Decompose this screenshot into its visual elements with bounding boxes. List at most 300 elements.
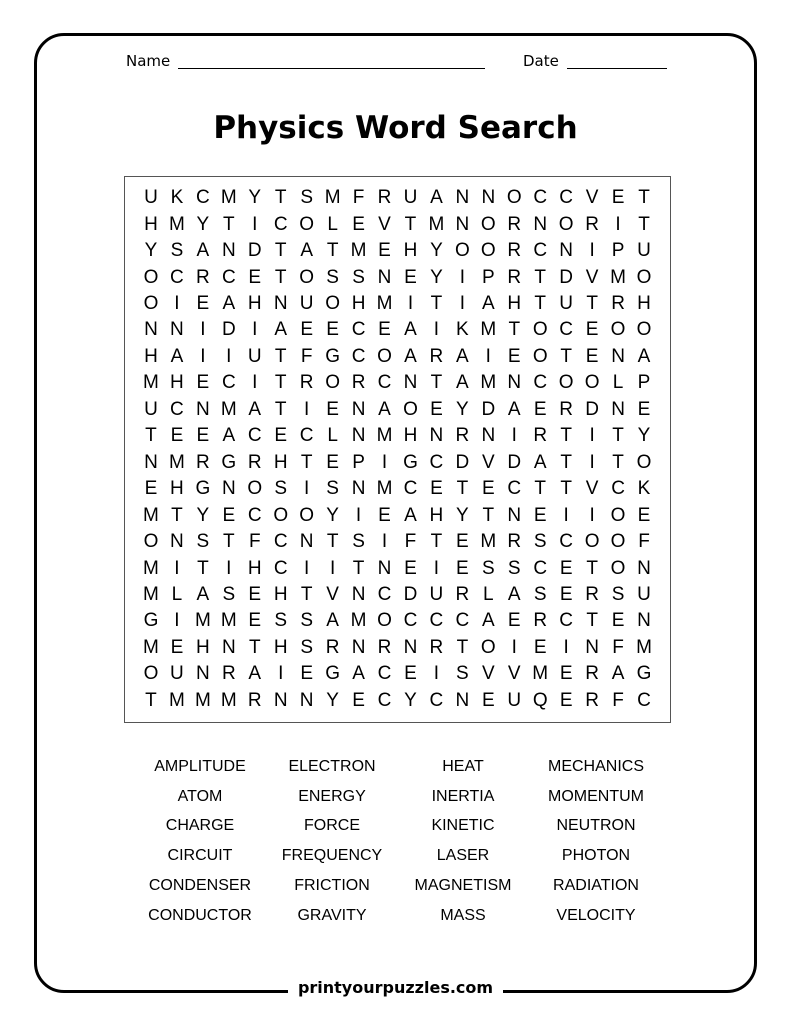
grid-letter[interactable]: N	[170, 319, 184, 341]
grid-letter[interactable]: R	[455, 583, 470, 605]
grid-letter[interactable]: H	[196, 636, 210, 658]
grid-letter[interactable]: S	[274, 478, 288, 500]
grid-letter[interactable]: T	[456, 478, 469, 500]
grid-letter[interactable]: N	[455, 213, 470, 235]
grid-letter[interactable]: A	[456, 372, 469, 394]
grid-letter[interactable]: R	[351, 372, 366, 394]
grid-letter[interactable]: N	[455, 689, 470, 711]
grid-letter[interactable]: T	[560, 425, 572, 447]
grid-letter[interactable]: E	[456, 531, 469, 553]
grid-letter[interactable]: E	[378, 504, 391, 526]
grid-letter[interactable]: T	[248, 636, 261, 658]
grid-letter[interactable]: M	[194, 610, 211, 632]
grid-letter[interactable]: E	[196, 293, 210, 315]
grid-letter[interactable]: T	[274, 398, 287, 420]
grid-letter[interactable]: E	[430, 478, 443, 500]
grid-letter[interactable]: C	[429, 451, 444, 473]
grid-letter[interactable]: T	[586, 557, 598, 579]
grid-letter[interactable]: E	[404, 557, 417, 579]
grid-letter[interactable]: N	[637, 557, 651, 579]
grid-letter[interactable]: C	[559, 187, 574, 209]
grid-letter[interactable]: A	[222, 293, 236, 315]
grid-letter[interactable]: E	[170, 425, 184, 447]
grid-letter[interactable]: T	[638, 187, 650, 209]
grid-letter[interactable]: E	[585, 345, 599, 367]
grid-letter[interactable]: E	[559, 663, 573, 685]
grid-letter[interactable]: G	[195, 478, 211, 500]
grid-letter[interactable]: E	[404, 266, 417, 288]
grid-letter[interactable]: M	[480, 372, 497, 394]
grid-letter[interactable]: M	[532, 663, 549, 685]
grid-letter[interactable]: O	[403, 398, 418, 420]
grid-letter[interactable]: C	[507, 478, 522, 500]
grid-letter[interactable]: I	[226, 345, 232, 367]
grid-letter[interactable]: E	[585, 319, 599, 341]
grid-letter[interactable]: O	[610, 319, 626, 341]
grid-letter[interactable]: R	[585, 583, 599, 605]
grid-letter[interactable]: S	[300, 610, 313, 632]
grid-letter[interactable]: E	[611, 187, 625, 209]
grid-letter[interactable]: R	[611, 293, 625, 315]
grid-letter[interactable]: O	[558, 213, 574, 235]
grid-letter[interactable]: M	[376, 293, 393, 315]
grid-letter[interactable]: G	[221, 451, 237, 473]
grid-letter[interactable]: M	[169, 213, 185, 235]
grid-letter[interactable]: S	[274, 610, 288, 632]
grid-letter[interactable]: N	[429, 425, 444, 447]
grid-letter[interactable]: R	[507, 213, 522, 235]
grid-letter[interactable]: I	[252, 213, 258, 235]
grid-letter[interactable]: H	[429, 504, 444, 526]
grid-letter[interactable]: T	[300, 451, 313, 473]
grid-letter[interactable]: C	[559, 610, 574, 632]
grid-letter[interactable]: E	[507, 345, 521, 367]
grid-letter[interactable]: P	[352, 451, 365, 473]
grid-letter[interactable]: N	[507, 504, 522, 526]
grid-letter[interactable]: O	[299, 213, 315, 235]
grid-letter[interactable]: I	[252, 372, 258, 394]
grid-letter[interactable]: C	[221, 372, 236, 394]
grid-letter[interactable]: G	[143, 610, 159, 632]
grid-letter[interactable]: R	[507, 266, 522, 288]
grid-letter[interactable]: C	[559, 531, 574, 553]
grid-letter[interactable]: C	[533, 557, 548, 579]
grid-letter[interactable]: R	[196, 266, 210, 288]
grid-letter[interactable]: E	[533, 636, 547, 658]
grid-letter[interactable]: T	[223, 531, 235, 553]
grid-letter[interactable]: T	[560, 478, 572, 500]
grid-letter[interactable]: I	[381, 451, 388, 473]
grid-letter[interactable]: V	[378, 213, 391, 235]
grid-letter[interactable]: E	[533, 398, 547, 420]
grid-letter[interactable]: T	[404, 213, 417, 235]
grid-letter[interactable]: I	[589, 240, 595, 262]
grid-letter[interactable]: T	[456, 636, 469, 658]
grid-letter[interactable]: I	[200, 345, 206, 367]
grid-letter[interactable]: R	[247, 451, 262, 473]
grid-letter[interactable]: N	[559, 240, 574, 262]
grid-letter[interactable]: S	[352, 266, 365, 288]
grid-letter[interactable]: E	[378, 319, 391, 341]
grid-letter[interactable]: O	[636, 266, 652, 288]
grid-letter[interactable]: C	[455, 610, 470, 632]
grid-letter[interactable]: P	[611, 240, 625, 262]
grid-letter[interactable]: N	[273, 689, 288, 711]
grid-letter[interactable]: Y	[196, 213, 210, 235]
grid-letter[interactable]: C	[351, 345, 366, 367]
grid-letter[interactable]: T	[171, 504, 183, 526]
grid-letter[interactable]: O	[299, 266, 315, 288]
grid-letter[interactable]: S	[170, 240, 184, 262]
grid-letter[interactable]: O	[143, 293, 159, 315]
grid-letter[interactable]: G	[636, 663, 652, 685]
grid-letter[interactable]: H	[144, 213, 158, 235]
grid-letter[interactable]: D	[455, 451, 470, 473]
grid-letter[interactable]: M	[194, 689, 211, 711]
grid-letter[interactable]: A	[456, 345, 469, 367]
grid-letter[interactable]: I	[563, 504, 569, 526]
grid-letter[interactable]: N	[351, 425, 366, 447]
grid-letter[interactable]: M	[143, 557, 159, 579]
grid-letter[interactable]: O	[610, 557, 626, 579]
grid-letter[interactable]: C	[221, 266, 236, 288]
grid-letter[interactable]: M	[169, 451, 185, 473]
grid-letter[interactable]: A	[196, 240, 210, 262]
grid-letter[interactable]: T	[274, 187, 287, 209]
grid-letter[interactable]: S	[326, 266, 339, 288]
grid-letter[interactable]: G	[325, 663, 340, 685]
name-blank-line[interactable]	[178, 68, 485, 69]
grid-letter[interactable]: A	[196, 583, 210, 605]
grid-letter[interactable]: Y	[456, 398, 469, 420]
grid-letter[interactable]: E	[352, 213, 365, 235]
grid-letter[interactable]: R	[299, 372, 314, 394]
grid-letter[interactable]: O	[273, 504, 289, 526]
grid-letter[interactable]: C	[377, 689, 392, 711]
grid-letter[interactable]: Y	[326, 689, 339, 711]
grid-letter[interactable]: P	[637, 372, 651, 394]
grid-letter[interactable]: U	[299, 293, 314, 315]
grid-letter[interactable]: O	[610, 531, 626, 553]
grid-letter[interactable]: S	[533, 531, 547, 553]
grid-letter[interactable]: O	[377, 345, 392, 367]
grid-letter[interactable]: R	[507, 240, 522, 262]
grid-letter[interactable]: M	[220, 187, 237, 209]
grid-letter[interactable]: I	[381, 531, 388, 553]
grid-letter[interactable]: I	[459, 266, 465, 288]
grid-letter[interactable]: C	[247, 425, 262, 447]
grid-letter[interactable]: F	[300, 345, 313, 367]
grid-letter[interactable]: T	[508, 319, 521, 341]
grid-letter[interactable]: C	[351, 319, 366, 341]
grid-letter[interactable]: D	[585, 398, 599, 420]
grid-letter[interactable]: M	[636, 636, 652, 658]
grid-letter[interactable]: V	[507, 663, 521, 685]
grid-letter[interactable]: I	[174, 293, 180, 315]
grid-letter[interactable]: E	[481, 689, 495, 711]
grid-letter[interactable]: T	[430, 531, 443, 553]
grid-letter[interactable]: T	[274, 266, 287, 288]
grid-letter[interactable]: K	[170, 187, 184, 209]
grid-letter[interactable]: I	[459, 293, 465, 315]
grid-letter[interactable]: T	[326, 531, 339, 553]
grid-letter[interactable]: E	[196, 425, 210, 447]
grid-letter[interactable]: O	[143, 531, 159, 553]
grid-letter[interactable]: M	[350, 240, 367, 262]
grid-letter[interactable]: I	[615, 213, 621, 235]
grid-letter[interactable]: O	[610, 504, 626, 526]
grid-letter[interactable]: C	[170, 398, 184, 420]
grid-letter[interactable]: I	[589, 504, 595, 526]
grid-letter[interactable]: T	[274, 372, 287, 394]
grid-letter[interactable]: R	[533, 610, 548, 632]
grid-letter[interactable]: Q	[532, 689, 548, 711]
grid-letter[interactable]: E	[300, 663, 313, 685]
grid-letter[interactable]: O	[480, 636, 496, 658]
grid-letter[interactable]: O	[636, 451, 652, 473]
grid-letter[interactable]: R	[429, 345, 444, 367]
grid-letter[interactable]: T	[274, 345, 287, 367]
grid-letter[interactable]: E	[352, 689, 365, 711]
grid-letter[interactable]: T	[430, 372, 443, 394]
grid-letter[interactable]: R	[377, 636, 392, 658]
grid-letter[interactable]: O	[558, 372, 574, 394]
grid-letter[interactable]: K	[637, 478, 651, 500]
grid-letter[interactable]: D	[507, 451, 522, 473]
grid-letter[interactable]: I	[329, 557, 336, 579]
grid-letter[interactable]: M	[143, 583, 159, 605]
grid-letter[interactable]: R	[533, 425, 548, 447]
date-blank-line[interactable]	[567, 68, 667, 69]
grid-letter[interactable]: C	[273, 557, 288, 579]
grid-letter[interactable]: Y	[144, 240, 158, 262]
grid-letter[interactable]: M	[376, 478, 393, 500]
grid-letter[interactable]: C	[611, 478, 625, 500]
grid-letter[interactable]: Y	[248, 187, 262, 209]
grid-letter[interactable]: S	[300, 636, 313, 658]
grid-letter[interactable]: A	[507, 583, 521, 605]
grid-letter[interactable]: A	[611, 663, 625, 685]
grid-letter[interactable]: U	[637, 240, 651, 262]
grid-letter[interactable]: M	[376, 425, 393, 447]
grid-letter[interactable]: E	[144, 478, 158, 500]
grid-letter[interactable]: T	[534, 266, 547, 288]
grid-letter[interactable]: N	[144, 451, 158, 473]
grid-letter[interactable]: O	[532, 319, 548, 341]
grid-letter[interactable]: V	[585, 266, 599, 288]
grid-letter[interactable]: E	[170, 636, 184, 658]
grid-letter[interactable]: I	[433, 319, 440, 341]
grid-letter[interactable]: R	[455, 425, 470, 447]
grid-letter[interactable]: S	[456, 663, 469, 685]
grid-letter[interactable]: C	[273, 531, 288, 553]
grid-letter[interactable]: C	[170, 266, 184, 288]
grid-letter[interactable]: E	[430, 398, 443, 420]
grid-letter[interactable]: M	[480, 319, 497, 341]
grid-letter[interactable]: C	[533, 240, 548, 262]
grid-letter[interactable]: I	[589, 425, 595, 447]
grid-letter[interactable]: N	[196, 663, 210, 685]
grid-letter[interactable]: L	[483, 583, 494, 605]
grid-letter[interactable]: A	[170, 345, 184, 367]
grid-letter[interactable]: N	[351, 398, 366, 420]
grid-letter[interactable]: C	[196, 187, 210, 209]
grid-letter[interactable]: I	[304, 557, 310, 579]
grid-letter[interactable]: E	[248, 583, 262, 605]
grid-letter[interactable]: A	[274, 319, 288, 341]
grid-letter[interactable]: T	[352, 557, 365, 579]
grid-letter[interactable]: V	[481, 451, 495, 473]
grid-letter[interactable]: T	[638, 213, 650, 235]
grid-letter[interactable]: S	[507, 557, 521, 579]
grid-letter[interactable]: H	[247, 293, 262, 315]
grid-letter[interactable]: A	[378, 398, 391, 420]
grid-letter[interactable]: T	[612, 451, 624, 473]
grid-letter[interactable]: V	[585, 187, 599, 209]
grid-letter[interactable]: C	[377, 663, 392, 685]
grid-letter[interactable]: U	[144, 187, 158, 209]
grid-letter[interactable]: C	[533, 372, 548, 394]
grid-letter[interactable]: M	[610, 266, 626, 288]
grid-letter[interactable]: T	[534, 478, 547, 500]
grid-letter[interactable]: N	[403, 636, 418, 658]
grid-letter[interactable]: M	[220, 610, 237, 632]
grid-letter[interactable]: N	[637, 610, 651, 632]
grid-letter[interactable]: N	[455, 187, 470, 209]
grid-letter[interactable]: C	[403, 478, 418, 500]
grid-letter[interactable]: V	[326, 583, 339, 605]
grid-letter[interactable]: O	[143, 266, 159, 288]
grid-letter[interactable]: N	[507, 372, 522, 394]
grid-letter[interactable]: H	[507, 293, 522, 315]
grid-letter[interactable]: U	[170, 663, 184, 685]
grid-letter[interactable]: C	[559, 319, 574, 341]
grid-letter[interactable]: O	[325, 372, 340, 394]
grid-letter[interactable]: I	[511, 425, 517, 447]
grid-letter[interactable]: A	[404, 345, 417, 367]
grid-letter[interactable]: N	[403, 372, 418, 394]
grid-letter[interactable]: N	[377, 557, 392, 579]
grid-letter[interactable]: Y	[456, 504, 469, 526]
grid-letter[interactable]: F	[638, 531, 650, 553]
grid-letter[interactable]: I	[589, 451, 595, 473]
grid-letter[interactable]: O	[480, 213, 496, 235]
grid-letter[interactable]: F	[404, 531, 417, 553]
grid-letter[interactable]: O	[247, 478, 263, 500]
grid-letter[interactable]: A	[637, 345, 651, 367]
grid-letter[interactable]: O	[584, 372, 600, 394]
grid-letter[interactable]: I	[433, 557, 440, 579]
grid-letter[interactable]: F	[612, 689, 624, 711]
grid-letter[interactable]: T	[430, 293, 443, 315]
grid-letter[interactable]: R	[325, 636, 340, 658]
grid-letter[interactable]: N	[611, 345, 625, 367]
grid-letter[interactable]: L	[327, 213, 338, 235]
grid-letter[interactable]: E	[248, 610, 262, 632]
grid-letter[interactable]: D	[247, 240, 262, 262]
grid-letter[interactable]: T	[300, 583, 313, 605]
grid-letter[interactable]: N	[377, 266, 392, 288]
grid-letter[interactable]: S	[196, 531, 210, 553]
grid-letter[interactable]: Y	[430, 240, 443, 262]
grid-letter[interactable]: Y	[404, 689, 417, 711]
grid-letter[interactable]: D	[221, 319, 236, 341]
grid-letter[interactable]: E	[559, 689, 573, 711]
grid-letter[interactable]: I	[174, 610, 180, 632]
grid-letter[interactable]: M	[480, 531, 497, 553]
grid-letter[interactable]: O	[506, 187, 522, 209]
grid-letter[interactable]: E	[196, 372, 210, 394]
grid-letter[interactable]: A	[533, 451, 547, 473]
grid-letter[interactable]: O	[584, 531, 600, 553]
grid-letter[interactable]: C	[533, 187, 548, 209]
grid-letter[interactable]: D	[403, 583, 418, 605]
grid-letter[interactable]: A	[300, 240, 313, 262]
grid-letter[interactable]: O	[636, 319, 652, 341]
grid-letter[interactable]: G	[325, 345, 340, 367]
grid-letter[interactable]: E	[559, 583, 573, 605]
grid-letter[interactable]: T	[560, 451, 572, 473]
grid-letter[interactable]: E	[326, 451, 339, 473]
grid-letter[interactable]: V	[481, 663, 495, 685]
grid-letter[interactable]: H	[351, 293, 366, 315]
grid-letter[interactable]: R	[507, 531, 522, 553]
grid-letter[interactable]: E	[300, 319, 313, 341]
grid-letter[interactable]: H	[170, 372, 184, 394]
grid-letter[interactable]: Y	[196, 504, 210, 526]
grid-letter[interactable]: N	[221, 636, 236, 658]
grid-letter[interactable]: U	[429, 583, 444, 605]
grid-letter[interactable]: T	[223, 213, 235, 235]
grid-letter[interactable]: T	[482, 504, 495, 526]
grid-letter[interactable]: M	[350, 610, 367, 632]
grid-letter[interactable]: R	[196, 451, 210, 473]
grid-letter[interactable]: I	[174, 557, 180, 579]
grid-letter[interactable]: O	[480, 240, 496, 262]
grid-letter[interactable]: E	[507, 610, 521, 632]
grid-letter[interactable]: H	[403, 240, 418, 262]
grid-letter[interactable]: R	[221, 663, 236, 685]
grid-letter[interactable]: N	[611, 398, 625, 420]
grid-letter[interactable]: H	[273, 451, 288, 473]
grid-letter[interactable]: U	[559, 293, 574, 315]
grid-letter[interactable]: O	[325, 293, 340, 315]
grid-letter[interactable]: Y	[430, 266, 443, 288]
grid-letter[interactable]: E	[248, 266, 262, 288]
grid-letter[interactable]: I	[433, 663, 440, 685]
grid-letter[interactable]: F	[612, 636, 624, 658]
grid-letter[interactable]: G	[403, 451, 418, 473]
grid-letter[interactable]: A	[248, 398, 262, 420]
grid-letter[interactable]: T	[612, 425, 624, 447]
grid-letter[interactable]: C	[637, 689, 651, 711]
grid-letter[interactable]: I	[563, 636, 569, 658]
grid-letter[interactable]: H	[247, 557, 262, 579]
grid-letter[interactable]: T	[534, 293, 547, 315]
grid-letter[interactable]: E	[404, 663, 417, 685]
grid-letter[interactable]: C	[429, 689, 444, 711]
grid-letter[interactable]: R	[247, 689, 262, 711]
grid-letter[interactable]: N	[273, 293, 288, 315]
grid-letter[interactable]: R	[585, 689, 599, 711]
grid-letter[interactable]: K	[456, 319, 469, 341]
grid-letter[interactable]: E	[481, 478, 495, 500]
grid-letter[interactable]: N	[481, 187, 496, 209]
grid-letter[interactable]: T	[586, 610, 598, 632]
grid-letter[interactable]: R	[585, 663, 599, 685]
grid-letter[interactable]: I	[304, 478, 310, 500]
grid-letter[interactable]: N	[170, 531, 184, 553]
